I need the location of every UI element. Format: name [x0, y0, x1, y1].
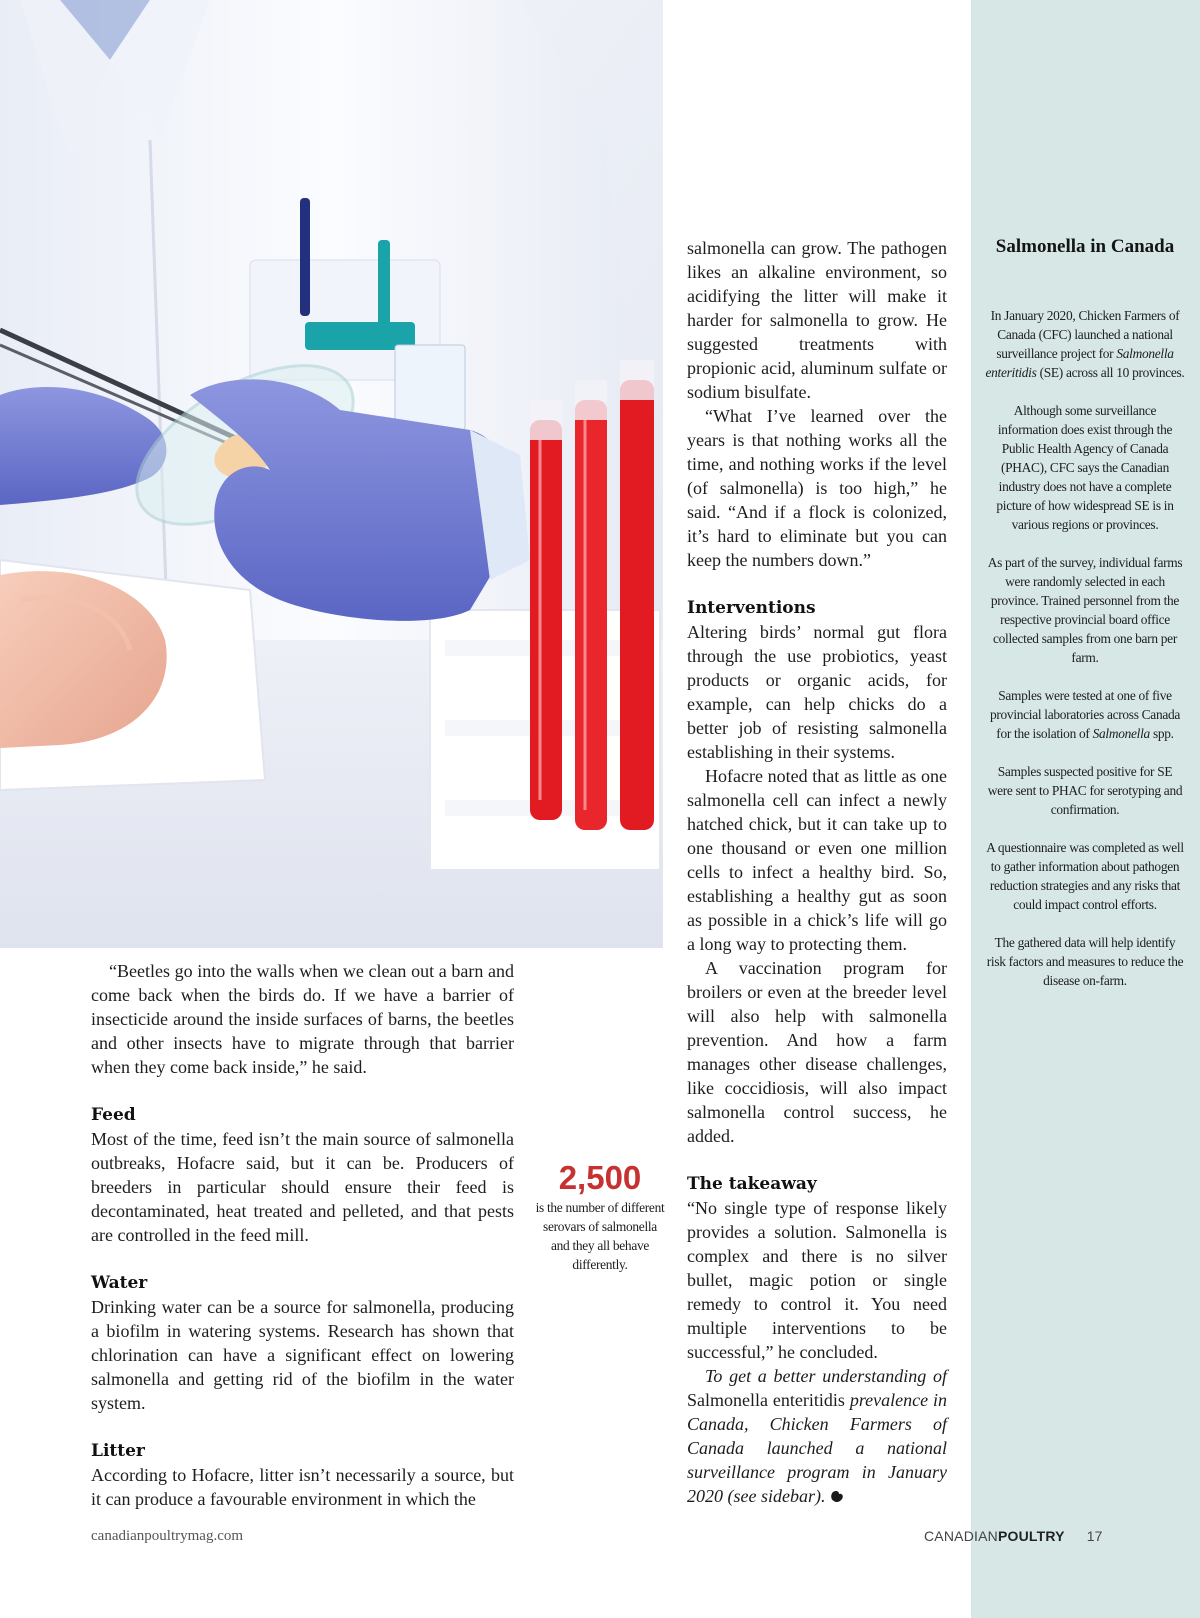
sidebar-paragraph: As part of the survey, individual farms were randomly selected in each province. Trained personnel from the respective provincial board office collected samples from one barn per farm.: [987, 555, 1183, 665]
pull-stat-text: is the number of different serovars of salmonella and they all behave differently.: [535, 1200, 665, 1272]
paragraph: According to Hofacre, litter isn’t necessarily a source, but it can produce a favourable environment in which the: [91, 1465, 514, 1509]
species-name: Salmonella enteritidis: [985, 346, 1174, 380]
end-mark-icon: [830, 1490, 844, 1503]
sidebar-paragraph: Samples suspected positive for SE were sent to PHAC for serotyping and confirmation.: [987, 764, 1183, 817]
paragraph: A vaccination program for broilers or even at the breeder level will also help with salmonella prevention. And how a farm manages other disease challenges, like coccidiosis, will also impact salmonella control success, he added.: [687, 958, 947, 1146]
sidebar-paragraph: [985, 686, 1185, 743]
paragraph: Most of the time, feed isn’t the main source of salmonella outbreaks, Hofacre said, but it can be. Producers of breeders in particular should ensure their feed is decontaminated, heat treated and pelleted, and that pests are controlled in the feed mill.: [91, 1129, 514, 1245]
italic-text: To get a better understanding of: [705, 1366, 947, 1386]
footer-website: canadianpoultrymag.com: [91, 1528, 244, 1544]
body-column-right: [687, 236, 947, 1508]
paragraph: Hofacre noted that as little as one salmonella cell can infect a newly hatched chick, but it can take up to one thousand or even one million cells to infect a healthy bird. So, establishing a healthy gut as soon as possible in a chick’s life will go a long way to protecting them.: [687, 766, 947, 954]
page-number: 17: [1086, 1528, 1103, 1544]
text: spp.: [1152, 726, 1174, 741]
section-heading-litter: Litter: [91, 1441, 145, 1461]
sidebar: [971, 0, 1200, 1618]
pull-stat-number: 2,500: [558, 1159, 642, 1196]
paragraph: salmonella can grow. The pathogen likes an alkaline environment, so acidifying the litter will make it harder for salmonella to grow. He suggested treatments with propionic acid, aluminum sulfate or sodium bisulfate.: [687, 238, 947, 402]
section-heading-water: Water: [91, 1273, 148, 1293]
paragraph: “No single type of response likely provides a solution. Salmonella is complex and there is no silver bullet, magic potion or single remedy to control it. You need multiple interventions to be successful,” he concluded.: [687, 1198, 947, 1362]
species-name: Salmonella enteritidis: [687, 1390, 845, 1410]
text: Samples were tested at one of five provincial laboratories across Canada for the isolation of: [989, 688, 1181, 741]
paragraph: “What I’ve learned over the years is that nothing works all the time, and nothing works if the level (of salmonella) is too high,” he said. “And if a flock is colonized, it’s hard to eliminate but you can keep the numbers down.”: [687, 406, 947, 570]
section-heading-feed: Feed: [91, 1105, 136, 1125]
footer-brand-light: CANADIAN: [924, 1528, 998, 1544]
sidebar-paragraph: Although some surveillance information does exist through the Public Health Agency of Canada (PHAC), CFC says the Canadian industry does not have a complete picture of how widespread SE is in various regions or provinces.: [996, 403, 1174, 532]
footer-brand: [924, 1528, 1103, 1544]
sidebar-title: Salmonella in Canada: [995, 236, 1175, 257]
text: In January 2020, Chicken Farmers of Canada (CFC) launched a national surveillance project for: [990, 308, 1180, 361]
footer-brand-bold: POULTRY: [997, 1528, 1065, 1544]
sidebar-paragraph: The gathered data will help identify risk factors and measures to reduce the disease on-farm.: [986, 935, 1184, 988]
pull-stat: [535, 1158, 665, 1274]
species-name: Salmonella: [1092, 726, 1150, 741]
closing-paragraph: [687, 1364, 947, 1508]
paragraph: Drinking water can be a source for salmonella, producing a biofilm in watering systems. Research has shown that chlorination can have a significant effect on lowering salmonella and getting rid of the biofilm in the water system.: [91, 1297, 514, 1413]
paragraph: Altering birds’ normal gut flora through the use probiotics, yeast products or organic acids, for example, can help chicks do a better job of resisting salmonella establishing in their systems.: [687, 622, 947, 762]
body-column-left: [91, 959, 514, 1511]
lab-photo: [0, 0, 663, 948]
sidebar-paragraph: A questionnaire was completed as well to gather information about pathogen reduction strategies and any risks that could impact control efforts.: [986, 840, 1184, 912]
text: (SE) across all 10 provinces.: [1039, 365, 1185, 380]
section-heading-interventions: Interventions: [687, 598, 816, 618]
sidebar-paragraph: [985, 306, 1185, 382]
paragraph: “Beetles go into the walls when we clean out a barn and come back when the birds do. If we have a barrier of insecticide around the inside surfaces of barns, the beetles and other insects have to migrate through that barrier when they come back inside,” he said.: [91, 961, 514, 1077]
sidebar-body: [985, 306, 1185, 1009]
section-heading-takeaway: The takeaway: [687, 1174, 817, 1194]
italic-text: prevalence in Canada, Chicken Farmers of Canada launched a national surveillance program in January 2020 (see sidebar).: [687, 1390, 948, 1506]
